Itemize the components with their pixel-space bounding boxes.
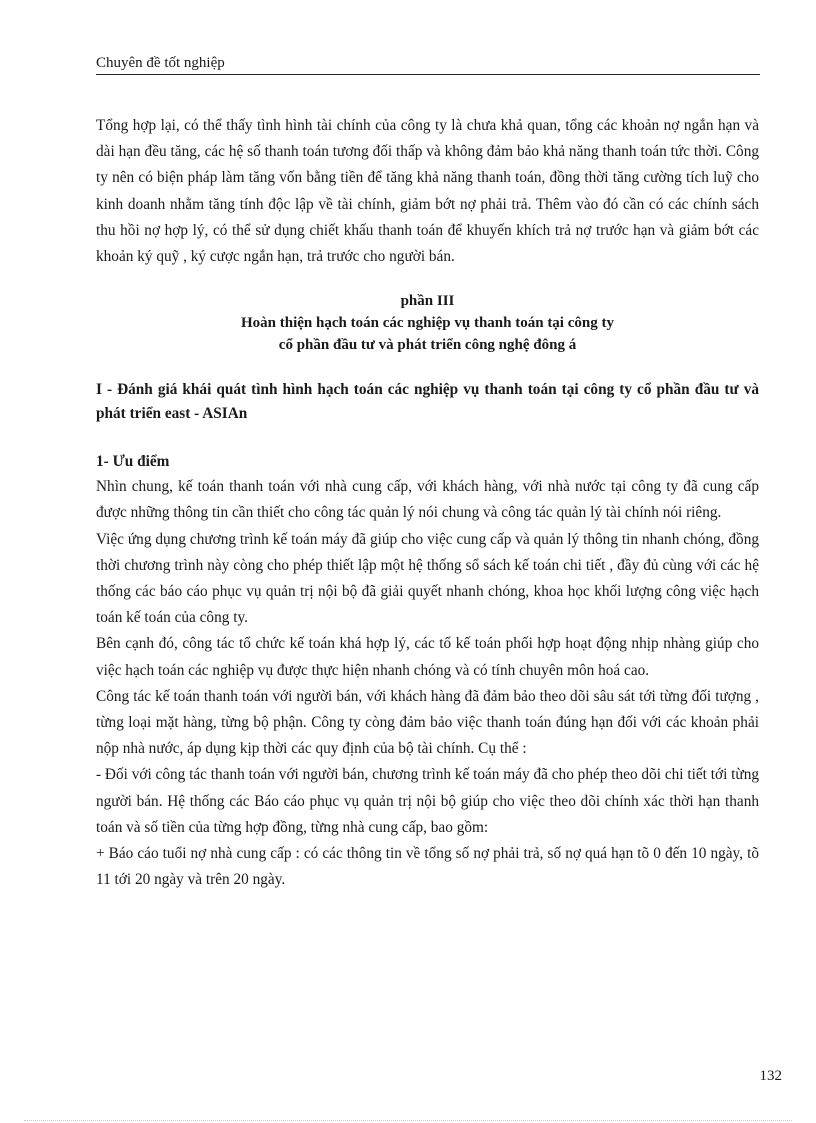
part-heading [96,290,759,356]
section-heading: I - Đánh giá khái quát tình hình hạch toán các nghiệp vụ thanh toán tại công ty cổ phần đầu tư và phát triển east - ASIAn [96,381,759,423]
subsection-heading: 1- Ưu điểm [96,453,170,471]
document-body [96,113,759,893]
body-paragraph: - Đối với công tác thanh toán với người bán, chương trình kế toán máy đã cho phép theo dõi chi tiết tới từng người bán. Hệ thống các Báo cáo phục vụ quản trị nội bộ giúp cho việc theo dõi chính xác thời hạn thanh toán và số tiền của từng hợp đồng, từng nhà cung cấp, bao gồm: [96,766,759,836]
body-paragraph: + Báo cáo tuổi nợ nhà cung cấp : có các thông tin về tổng số nợ phải trả, số nợ quá hạn tõ 0 đến 10 ngày, tõ 11 tới 20 ngày và trên 20 ngày. [96,845,759,889]
body-paragraph: Bên cạnh đó, công tác tổ chức kế toán khá hợp lý, các tổ kế toán phối hợp hoạt động nhịp nhàng giúp cho việc hạch toán các nghiệp vụ được thực hiện nhanh chóng và có tính chuyên môn hoá cao. [96,635,759,679]
intro-paragraph: Tổng hợp lại, có thể thấy tình hình tài chính của công ty là chưa khả quan, tổng các khoản nợ ngắn hạn và dài hạn đều tăng, các hệ số thanh toán tương đối thấp và không đảm bảo khả năng thanh toán tức thời. Công ty nên có biện pháp làm tăng vốn bằng tiền để tăng khả năng thanh toán, đồng thời tăng cường tích luỹ cho kinh doanh nhằm tăng tính độc lập về tài chính, giảm bớt nợ phải trả. Thêm vào đó cần có các chính sách thu hồi nợ hợp lý, có thể sử dụng chiết khấu thanh toán để khuyến khích trả nợ trước hạn và giảm bớt các khoản ký quỹ , ký cược ngắn hạn, trả trước cho người bán. [96,117,759,266]
page-bottom-border [24,1120,792,1121]
body-paragraph: Việc ứng dụng chương trình kế toán máy đã giúp cho việc cung cấp và quản lý thông tin nhanh chóng, đồng thời chương trình này còng cho phép thiết lập một hệ thống sổ sách kế toán chi tiết , đầy đủ cùng với các hệ thống các báo cáo phục vụ quản trị nội bộ đã giải quyết nhanh chóng, khoa học khối lượng công việc hạch toán kế toán của công ty. [96,530,759,627]
body-paragraph: Nhìn chung, kế toán thanh toán với nhà cung cấp, với khách hàng, với nhà nước tại công ty đã cung cấp được những thông tin cần thiết cho công tác quản lý nói chung và công tác quản lý tài chính nói riêng. [96,478,759,522]
part-label: phần III [400,293,455,310]
body-paragraph: Công tác kế toán thanh toán với người bán, với khách hàng đã đảm bảo theo dõi sâu sát tới từng đối tượng , từng loại mặt hàng, từng bộ phận. Công ty còng đảm bảo việc thanh toán đúng hạn đối với các khoản phải nộp nhà nước, áp dụng kịp thời các quy định của bộ tài chính. Cụ thể : [96,687,759,758]
page-header [96,54,760,75]
header-title: Chuyên đề tốt nghiệp [96,55,225,71]
part-title-line-2: cổ phần đầu tư và phát triển công nghệ đông á [278,337,577,354]
page-number: 132 [759,1068,782,1084]
part-title-line-1: Hoàn thiện hạch toán các nghiệp vụ thanh toán tại công ty [241,315,614,332]
